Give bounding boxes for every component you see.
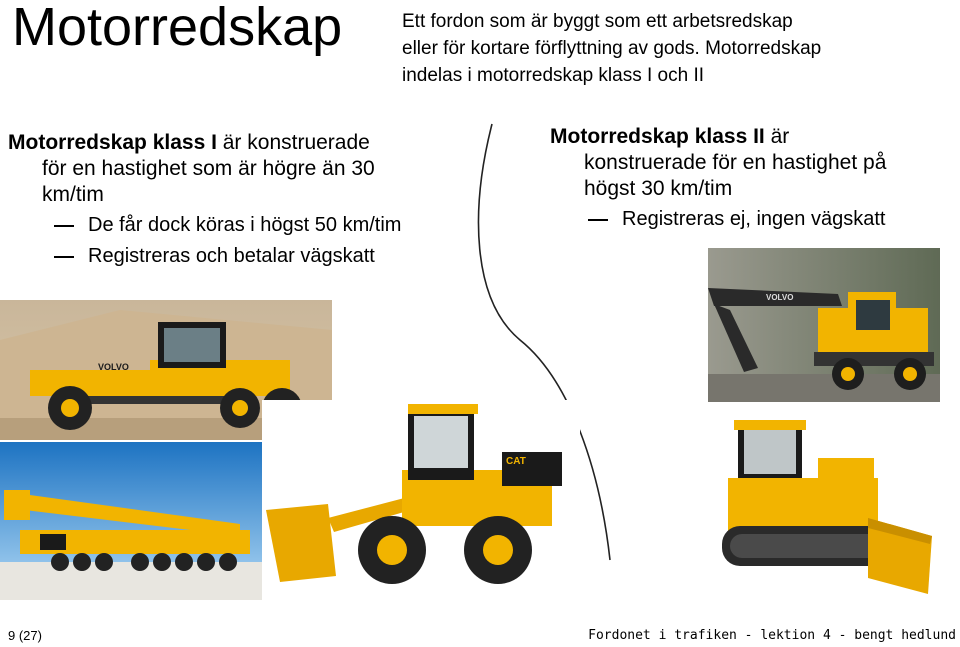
bulldozer-image bbox=[718, 418, 942, 600]
bullet-text: Registreras och betalar vägskatt bbox=[88, 245, 375, 267]
class-one-heading-rest: är konstruerade bbox=[216, 131, 370, 154]
excavator-image bbox=[708, 248, 940, 402]
wheel-loader-image bbox=[262, 400, 580, 600]
bullet-text: De får dock köras i högst 50 km/tim bbox=[88, 214, 402, 236]
intro-line: eller för kortare förflyttning av gods. Motorredskap bbox=[402, 38, 822, 59]
footer-credit: Fordonet i trafiken - lektion 4 - bengt hedlund bbox=[588, 628, 956, 643]
intro-line: indelas i motorredskap klass I och II bbox=[402, 65, 705, 86]
page-title: Motorredskap bbox=[12, 0, 343, 57]
class-two-heading-line2: konstruerade för en hastighet på bbox=[584, 151, 887, 174]
loader-brand: CAT bbox=[506, 456, 526, 467]
intro-line: Ett fordon som är byggt som ett arbetsredskap bbox=[402, 11, 793, 32]
excavator-brand: VOLVO bbox=[766, 293, 794, 302]
class-two-heading-line3: högst 30 km/tim bbox=[584, 177, 733, 200]
class-two-heading-rest: är bbox=[764, 125, 790, 148]
page-number: 9 (27) bbox=[8, 628, 42, 643]
class-one-heading-line2: för en hastighet som är högre än 30 bbox=[42, 157, 375, 180]
class-two-heading-bold: Motorredskap klass II bbox=[550, 125, 765, 148]
class-one-heading-bold: Motorredskap klass I bbox=[8, 131, 217, 154]
class-one-heading-line3: km/tim bbox=[42, 183, 104, 206]
crane-image bbox=[0, 442, 262, 600]
grader-brand: VOLVO bbox=[98, 362, 129, 372]
bullet-text: Registreras ej, ingen vägskatt bbox=[622, 208, 886, 230]
